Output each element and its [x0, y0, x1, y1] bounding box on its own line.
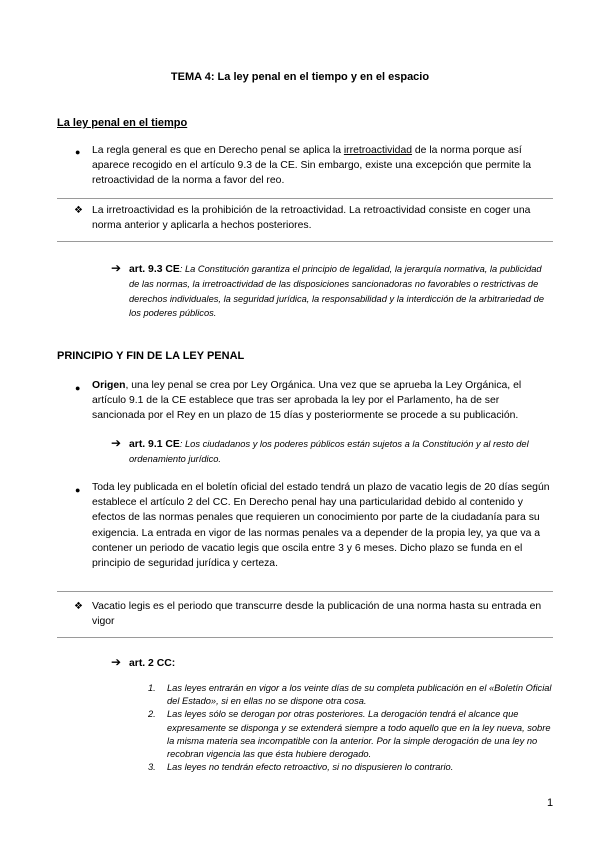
numbered-list	[148, 682, 555, 774]
underlined-term: irretroactividad	[343, 145, 413, 156]
quote-ref: art. 9.1 CE	[129, 439, 180, 450]
para-text: , una ley penal se crea por Ley Orgánica. Una vez que se aprueba la Ley Orgánica, el artículo 9.1 de la CE establece que tras ser aprobada la ley por el Parlamento, ha de ser sancionada por el Rey en un plazo de 15 días y posteriormente se procede a su publicación.	[92, 380, 522, 422]
quote-text: : La Constitución garantiza el principio de legalidad, la jerarquía normativa, la publicidad de las normas, la irretroactividad de las disposiciones sancionadoras no favorables o restrictivas de derechos individuales, la seguridad jurídica, la responsabilidad y la interdicción de la arbitrariedad de los poderes públicos.	[129, 264, 544, 319]
quote-ref: art. 9.3 CE	[129, 264, 180, 275]
bullet-icon: ●	[75, 485, 81, 495]
page-number: 1	[547, 797, 554, 809]
arrow-right-icon: ➔	[111, 655, 122, 669]
note-irretroactivity: La irretroactividad es la prohibición de la retroactividad. La retroactividad consiste en coger una norma anterior y aplicarla a hechos posteriores.	[92, 205, 531, 232]
list-text: Las leyes no tendrán efecto retroactivo, si no dispusieren lo contrario.	[167, 762, 454, 773]
list-item	[148, 761, 555, 774]
list-item	[148, 708, 555, 761]
divider	[57, 637, 553, 638]
list-item	[148, 682, 555, 708]
divider	[57, 591, 553, 592]
bullet-icon: ●	[75, 383, 81, 393]
list-number: 3.	[148, 762, 156, 773]
divider	[57, 241, 553, 242]
diamond-bullet-icon: ❖	[74, 601, 83, 612]
list-text: Las leyes entrarán en vigor a los veinte días de su completa publicación en el «Boletín Oficial del Estado», si en ellas no se dispone otra cosa.	[167, 683, 552, 707]
quote-ref: art. 2 CC:	[129, 658, 176, 669]
list-text: Las leyes sólo se derogan por otras posteriores. La derogación tendrá el alcance que expresamente se disponga y se extenderá siempre a todo aquello que en la ley nueva, sobre la misma materia sea incompatible con la anterior. Por la simple derogación de una ley no recobran vigencia las que ésta hubiere derogado.	[167, 709, 551, 760]
bullet-icon: ●	[75, 147, 81, 157]
bold-term: Origen	[92, 380, 126, 391]
section-heading-principle: PRINCIPIO Y FIN DE LA LEY PENAL	[57, 350, 245, 362]
paragraph-vacatio-legis: Toda ley publicada en el boletín oficial del estado tendrá un plazo de vacatio legis de 20 días según establece el artículo 2 del CC. En Derecho penal hay una particularidad debido al contenido y efectos de las normas penales que requieren un conocimiento por parte de la ciudadanía para su exigencia. La entrada en vigor de las normas penales va a depender de la propia ley, ya que va a contener un periodo de vacatio legis que oscila entre 3 y 6 meses. Dicho plazo se funda en el principio de seguridad jurídica y certeza.	[92, 482, 550, 570]
quote-art-9-1-ce	[129, 437, 549, 467]
diamond-bullet-icon: ❖	[74, 205, 83, 216]
paragraph-irretroactivity	[92, 143, 554, 189]
page-title: TEMA 4: La ley penal en el tiempo y en el espacio	[170, 71, 430, 83]
arrow-right-icon: ➔	[111, 261, 122, 275]
paragraph-origin	[92, 378, 554, 424]
divider	[57, 198, 553, 199]
quote-art-9-3-ce	[129, 262, 549, 321]
list-number: 2.	[148, 709, 156, 720]
quote-text: : Los ciudadanos y los poderes públicos están sujetos a la Constitución y al resto del ordenamiento jurídico.	[129, 439, 529, 465]
section-heading-time: La ley penal en el tiempo	[57, 117, 188, 129]
note-vacatio-legis: Vacatio legis es el periodo que transcurre desde la publicación de una norma hasta su entrada en vigor	[92, 601, 542, 628]
para-text: de la norma porque así aparece recogido en el artículo 9.3 de la CE. Sin embargo, existe una excepción que permite la retroactividad de la norma a favor del reo.	[92, 145, 531, 187]
quote-art-2-cc-ref	[129, 656, 175, 671]
para-text: La regla general es que en Derecho penal se aplica la	[92, 145, 344, 156]
list-number: 1.	[148, 683, 156, 693]
arrow-right-icon: ➔	[111, 436, 122, 450]
